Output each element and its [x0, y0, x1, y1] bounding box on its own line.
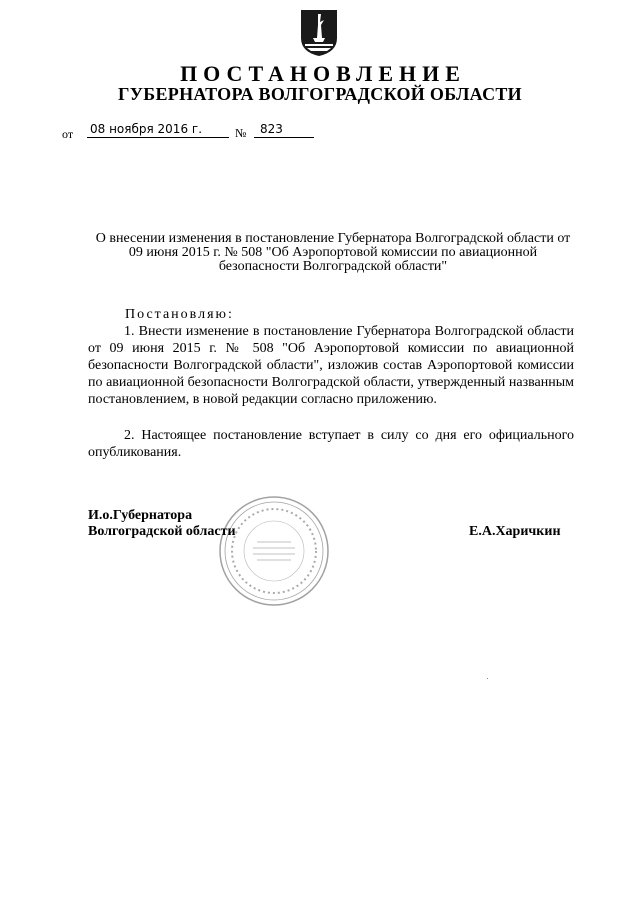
- date-prefix: от: [62, 127, 74, 141]
- document-subtitle: ГУБЕРНАТОРА ВОЛГОГРАДСКОЙ ОБЛАСТИ: [118, 84, 522, 104]
- document-subject: О внесении изменения в постановление Губернатора Волгоградской области от 09 июня 2015 г. № 508 "Об Аэропортовой комиссии по авиационной безопасности Волгоградской области": [95, 231, 571, 274]
- scan-artifact: [487, 678, 488, 679]
- signatory-position-line1: И.о.Губернатора: [88, 508, 193, 523]
- paragraph-2: 2. Настоящее постановление вступает в силу со дня его официального опубликования.: [88, 428, 574, 460]
- coat-of-arms-icon: [299, 8, 339, 58]
- paragraph-1: 1. Внести изменение в постановление Губернатора Волгоградской области от 09 июня 2015 г. № 508 "Об Аэропортовой комиссии по авиационной безопасности Волгоградской области", изложив состав Аэропортовой комиссии по авиационной безопасности Волгоградской области, утвержденный названным постановлением, в новой редакции согласно приложению.: [88, 324, 574, 407]
- document-number: 823: [254, 122, 314, 138]
- signatory-name: Е.А.Харичкин: [469, 524, 561, 539]
- signatory-position-line2: Волгоградской области: [88, 524, 236, 539]
- signatory-position: [88, 508, 236, 540]
- document-date: 08 ноября 2016 г.: [87, 122, 229, 138]
- decree-word: Постановляю:: [125, 307, 234, 322]
- document-title: ПОСТАНОВЛЕНИЕ: [180, 61, 466, 86]
- number-prefix: №: [235, 126, 247, 140]
